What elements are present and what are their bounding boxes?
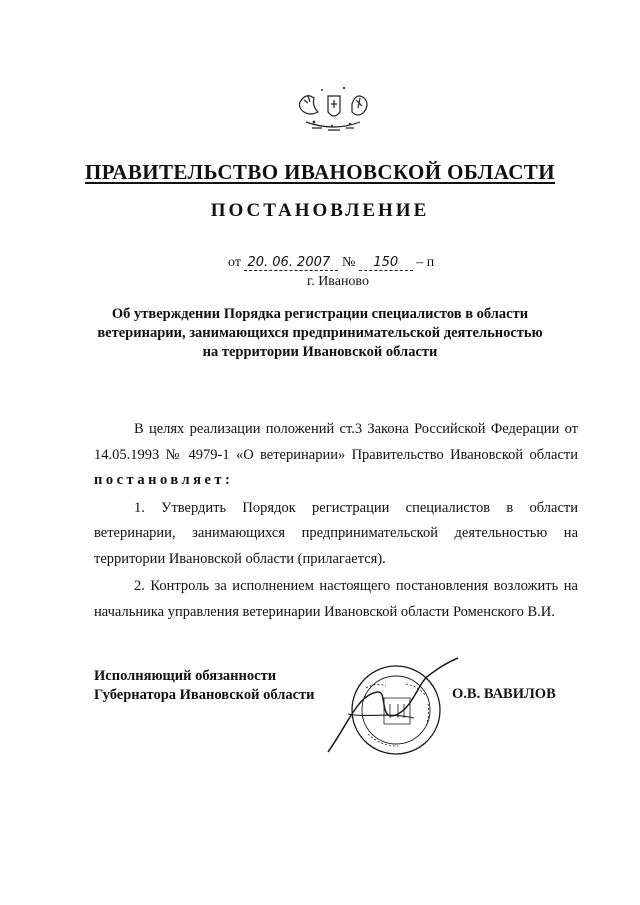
organization-title: ПРАВИТЕЛЬСТВО ИВАНОВСКОЙ ОБЛАСТИ (85, 160, 555, 184)
preamble-paragraph (94, 417, 578, 494)
number-suffix: – п (416, 255, 435, 270)
from-label: от (228, 255, 241, 270)
official-seal-stamp-icon (318, 654, 468, 762)
city-line: г. Иваново (307, 274, 369, 289)
subject-line: на территории Ивановской области (202, 344, 438, 360)
date-number-line (228, 255, 434, 271)
subject-line: ветеринарии, занимающихся предпринимательской деятельностью (97, 325, 543, 341)
handwritten-number: 150 (359, 256, 413, 271)
document-subject (80, 305, 560, 362)
item-paragraph: 1. Утвердить Порядок регистрации специалистов в области ветеринарии, занимающихся предпринимательской деятельностью на территории Ивановской области (прилагается). (94, 499, 578, 567)
preamble-text: В целях реализации положений ст.3 Закона Российской Федерации от 14.05.1993 № 4979-1 «О ветеринарии» Правительство Ивановской области (94, 421, 578, 463)
number-label: № (341, 255, 356, 270)
signatory-title-line: Исполняющий обязанности (94, 668, 277, 684)
coat-of-arms-emblem-icon (292, 82, 374, 140)
item-paragraph: 2. Контроль за исполнением настоящего постановления возложить на начальника управления ветеринарии Ивановской области Роменского В.И. (94, 578, 578, 620)
decree-word: постановляет: (94, 472, 234, 488)
document-type-heading: ПОСТАНОВЛЕНИЕ (210, 200, 430, 221)
signatory-name: О.В. ВАВИЛОВ (452, 686, 556, 702)
document-body (94, 417, 578, 625)
subject-line: Об утверждении Порядка регистрации специалистов в области (111, 306, 529, 322)
signatory-title (94, 667, 315, 705)
signatory-title-line: Губернатора Ивановской области (94, 687, 315, 703)
handwritten-date: 20. 06. 2007 (244, 256, 338, 271)
